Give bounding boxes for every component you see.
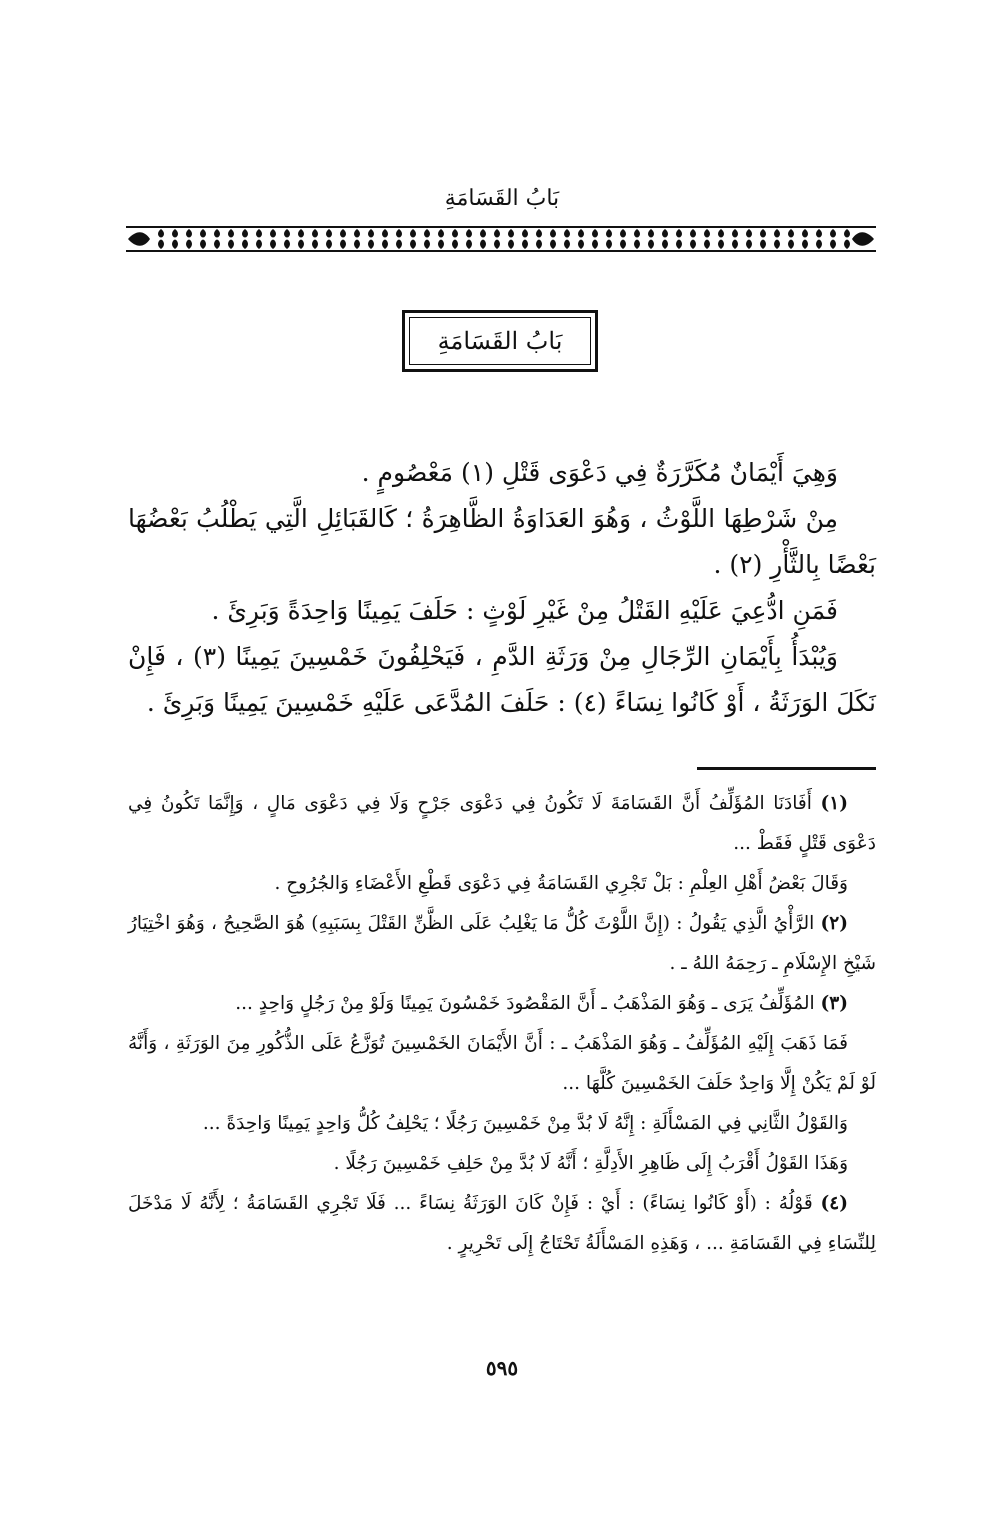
footnote-text: أَفَادَنَا المُؤَلِّفُ أَنَّ القَسَامَةَ لَا تَكُونُ فِي دَعْوَى جَرْحٍ وَلَا فِي دَعْوَى مَالٍ ، وَإِنَّمَا تَكُونُ فِي دَعْوَى قَتْلٍ فَقَطْ ... — [128, 793, 876, 854]
footnote-text: وَهَذَا القَوْلُ أَقْرَبُ إِلَى ظَاهِرِ الأَدِلَّةِ ؛ أَنَّهُ لَا بُدَّ مِنْ حَلِفِ خَمْسِينَ رَجُلًا . — [333, 1153, 848, 1174]
body-paragraph: وَيُبْدَأُ بِأَيْمَانِ الرِّجَالِ مِنْ وَرَثَةِ الدَّمِ ، فَيَحْلِفُونَ خَمْسِينَ يَمِينًا (٣) ، فَإِنْ نَكَلَ الوَرَثَةُ ، أَوْ كَانُوا نِسَاءً (٤) : حَلَفَ المُدَّعَى عَلَيْهِ خَمْسِينَ يَمِينًا وَبَرِئَ . — [128, 642, 876, 717]
footnotes — [128, 784, 876, 1264]
footnote-text: وَقَالَ بَعْضُ أَهْلِ العِلْمِ : بَلْ تَجْرِي القَسَامَةُ فِي دَعْوَى قَطْعِ الأَعْضَاءِ وَالجُرُوحِ . — [274, 873, 848, 894]
ornamental-border — [126, 226, 876, 252]
footnote — [128, 904, 876, 984]
chapter-title-frame — [402, 310, 598, 372]
footnote — [128, 1184, 876, 1264]
footnote-text: قَوْلُهُ : (أَوْ كَانُوا نِسَاءً) : أَيْ : فَإِنْ كَانَ الوَرَثَةُ نِسَاءً ... فَلَا تَجْرِي القَسَامَةُ ؛ لِأَنَّهُ لَا مَدْخَلَ لِلنِّسَاءِ فِي القَسَامَةِ ... ، وَهَذِهِ المَسْأَلَةُ تَحْتَاجُ إِلَى تَحْرِيرٍ . — [128, 1193, 876, 1254]
footnote — [128, 864, 876, 904]
footnote-mark: (٢) — [820, 913, 848, 934]
main-text — [128, 450, 876, 726]
page-number: ٥٩٥ — [485, 1356, 519, 1380]
footnote — [128, 1024, 876, 1104]
running-head: بَابُ القَسَامَةِ — [444, 186, 560, 211]
footnote-mark: (١) — [820, 793, 848, 814]
chapter-title: بَابُ القَسَامَةِ — [409, 317, 591, 365]
footnote-text: المُؤَلِّفُ يَرَى ـ وَهُوَ المَذْهَبُ ـ أَنَّ المَقْصُودَ خَمْسُونَ يَمِينًا وَلَوْ مِنْ رَجُلٍ وَاحِدٍ ... — [235, 993, 815, 1014]
footnote-text: الرَّأْيُ الَّذِي يَقُولُ : (إِنَّ اللَّوْثَ كُلُّ مَا يَغْلِبُ عَلَى الظَّنِّ القَتْلَ بِسَبَبِهِ) هُوَ الصَّحِيحُ ، وَهُوَ اخْتِيَارُ شَيْخِ الإِسْلَامِ ـ رَحِمَهُ اللهُ ـ . — [128, 913, 876, 974]
footnote-mark: (٤) — [820, 1193, 848, 1214]
body-paragraph: مِنْ شَرْطِهَا اللَّوْثُ ، وَهُوَ العَدَاوَةُ الظَّاهِرَةُ ؛ كَالقَبَائِلِ الَّتِي يَطْلُبُ بَعْضُهَا بَعْضًا بِالثَّأْرِ (٢) . — [128, 504, 876, 579]
footnote-separator — [697, 767, 876, 770]
body-paragraph: وَهِيَ أَيْمَانٌ مُكَرَّرَةٌ فِي دَعْوَى قَتْلِ (١) مَعْصُومٍ . — [361, 458, 838, 487]
footnote — [128, 984, 876, 1024]
footnote-mark: (٣) — [820, 993, 848, 1014]
footnote — [128, 784, 876, 864]
footnote-text: فَمَا ذَهَبَ إِلَيْهِ المُؤَلِّفُ ـ وَهُوَ المَذْهَبُ ـ : أَنَّ الأَيْمَانَ الخَمْسِينَ تُوَزَّعُ عَلَى الذُّكُورِ مِنَ الوَرَثَةِ ، وَأَنَّهُ لَوْ لَمْ يَكُنْ إِلَّا وَاحِدٌ حَلَفَ الخَمْسِينَ كُلَّهَا ... — [128, 1033, 876, 1094]
footnote — [128, 1104, 876, 1144]
footnote — [128, 1144, 876, 1184]
body-paragraph: فَمَنِ ادُّعِيَ عَلَيْهِ القَتْلُ مِنْ غَيْرِ لَوْثٍ : حَلَفَ يَمِينًا وَاحِدَةً وَبَرِئَ . — [211, 596, 838, 625]
footnote-text: وَالقَوْلُ الثَّانِي فِي المَسْأَلَةِ : إِنَّهُ لَا بُدَّ مِنْ خَمْسِينَ رَجُلًا ؛ يَحْلِفُ كُلُّ وَاحِدٍ يَمِينًا وَاحِدَةً ... — [202, 1113, 848, 1134]
